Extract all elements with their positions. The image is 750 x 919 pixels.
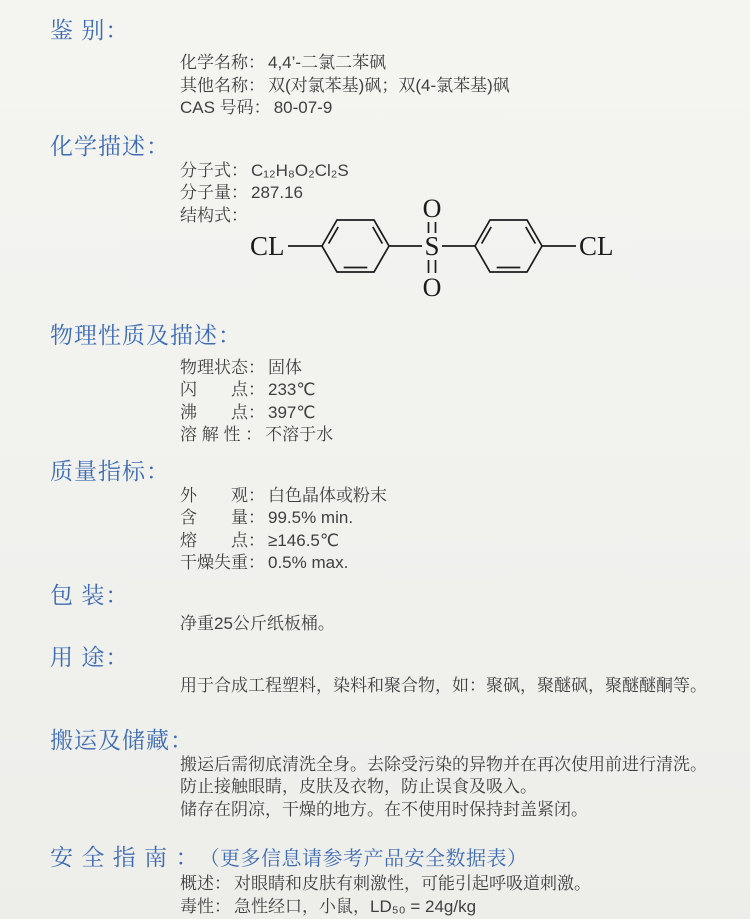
field-value: 对眼睛和皮肤有刺激性，可能引起呼吸道刺激。 bbox=[234, 874, 591, 893]
section-heading-chemical: 化学描述： bbox=[50, 132, 170, 159]
handling-line: 储存在阴凉，干燥的地方。在不使用时保持封盖紧闭。 bbox=[180, 799, 588, 819]
field-value: 99.5% min. bbox=[268, 508, 354, 527]
section-chemical-description bbox=[0, 132, 750, 299]
physical-state-row bbox=[180, 357, 750, 380]
safety-msds-note: （更多信息请参考产品安全数据表） bbox=[199, 848, 528, 870]
field-value: 233℃ bbox=[268, 380, 316, 399]
boiling-point-row bbox=[180, 402, 750, 425]
field-value: 0.5% max. bbox=[268, 553, 349, 572]
other-names-row bbox=[180, 75, 750, 98]
section-identification bbox=[0, 16, 750, 120]
field-label: 概述： bbox=[180, 874, 231, 893]
field-value: 固体 bbox=[268, 357, 302, 377]
field-label: 物理状态： bbox=[180, 357, 265, 377]
section-heading-identification: 鉴 别： bbox=[50, 17, 130, 43]
solubility-row bbox=[180, 424, 750, 447]
safety-content bbox=[180, 873, 750, 918]
field-label: 结构式： bbox=[180, 205, 248, 225]
right-cl-label: CL bbox=[579, 230, 614, 261]
safety-heading-row bbox=[50, 843, 750, 873]
field-label: 外 观： bbox=[180, 485, 265, 505]
field-label: 干燥失重： bbox=[180, 553, 265, 572]
benzene-ring-right bbox=[475, 220, 542, 272]
melting-point-row bbox=[180, 530, 750, 553]
oxygen-top-label: O bbox=[422, 198, 442, 223]
field-label: 分子量： bbox=[180, 183, 248, 202]
double-bond-inner bbox=[373, 226, 383, 243]
packing-text: 净重25公斤纸板桶。 bbox=[180, 613, 335, 633]
double-bond-inner bbox=[482, 226, 492, 243]
section-packing bbox=[0, 581, 750, 636]
loss-on-drying-row bbox=[180, 552, 750, 575]
double-bond-inner bbox=[526, 226, 536, 243]
field-value: 80-07-9 bbox=[273, 98, 333, 117]
section-heading-safety: 安 全 指 南 ： bbox=[50, 844, 200, 870]
toxicity-row bbox=[180, 896, 750, 919]
oxygen-bottom-label: O bbox=[422, 272, 442, 299]
section-physical-properties bbox=[0, 321, 750, 447]
quality-content bbox=[180, 485, 750, 575]
cas-number-row bbox=[180, 97, 750, 120]
field-value: 双(对氯苯基)砜；双(4-氯苯基)砜 bbox=[268, 75, 510, 95]
section-usage bbox=[0, 643, 750, 698]
field-label: 毒性： bbox=[180, 896, 231, 916]
field-label: 沸 点： bbox=[180, 402, 265, 422]
section-heading-physical: 物理性质及描述： bbox=[50, 321, 242, 348]
handling-line: 防止接触眼睛，皮肤及衣物，防止误食及吸入。 bbox=[180, 777, 537, 796]
sulfur-atom-label: S bbox=[424, 230, 440, 261]
chemical-name-row bbox=[180, 52, 750, 75]
handling-content bbox=[180, 754, 750, 822]
field-value: 397℃ bbox=[268, 402, 316, 422]
appearance-row bbox=[180, 485, 750, 508]
chemical-content bbox=[180, 160, 750, 299]
left-cl-label: CL bbox=[250, 230, 285, 261]
field-value: C₁₂H₈O₂Cl₂S bbox=[251, 160, 349, 180]
packing-content bbox=[180, 613, 750, 636]
structure-diagram bbox=[248, 199, 616, 299]
field-label: 其他名称： bbox=[180, 75, 265, 95]
field-label: 闪 点： bbox=[180, 380, 265, 399]
safety-overview-row bbox=[180, 873, 750, 896]
field-value: 不溶于水 bbox=[265, 425, 334, 444]
handling-line: 搬运后需彻底清洗全身。去除受污染的异物并在再次使用前进行清洗。 bbox=[180, 754, 707, 774]
field-label: CAS 号码： bbox=[180, 98, 271, 117]
identification-content bbox=[180, 52, 750, 120]
usage-content bbox=[180, 675, 750, 698]
field-value: 白色晶体或粉末 bbox=[268, 485, 387, 505]
field-value: 急性经口，小鼠，LD₅₀ = 24g/kg bbox=[234, 896, 477, 916]
field-label: 分子式： bbox=[180, 160, 248, 180]
field-label: 含 量： bbox=[180, 508, 265, 527]
section-quality-specs bbox=[0, 457, 750, 575]
field-label: 熔 点： bbox=[180, 530, 265, 550]
section-heading-packing: 包 装： bbox=[50, 581, 130, 608]
molecular-formula-row bbox=[180, 160, 750, 183]
field-label: 溶 解 性 ： bbox=[180, 425, 263, 444]
structure-formula-row bbox=[180, 198, 750, 299]
field-value: ≥146.5℃ bbox=[268, 530, 339, 550]
usage-text: 用于合成工程塑料，染料和聚合物，如：聚砜，聚醚砜，聚醚醚酮等。 bbox=[180, 676, 707, 695]
section-heading-handling: 搬运及储藏： bbox=[50, 726, 194, 753]
flash-point-row bbox=[180, 379, 750, 402]
benzene-ring-left bbox=[322, 220, 389, 272]
field-value: 287.16 bbox=[251, 183, 303, 202]
section-heading-quality: 质量指标： bbox=[50, 457, 170, 484]
section-handling-storage bbox=[0, 726, 750, 822]
section-safety-guide bbox=[0, 843, 750, 918]
field-value: 4,4’-二氯二苯砜 bbox=[268, 53, 387, 72]
field-label: 化学名称： bbox=[180, 53, 265, 72]
double-bond-inner bbox=[329, 226, 339, 243]
physical-content bbox=[180, 357, 750, 447]
section-heading-usage: 用 途： bbox=[50, 644, 130, 670]
assay-row bbox=[180, 507, 750, 530]
